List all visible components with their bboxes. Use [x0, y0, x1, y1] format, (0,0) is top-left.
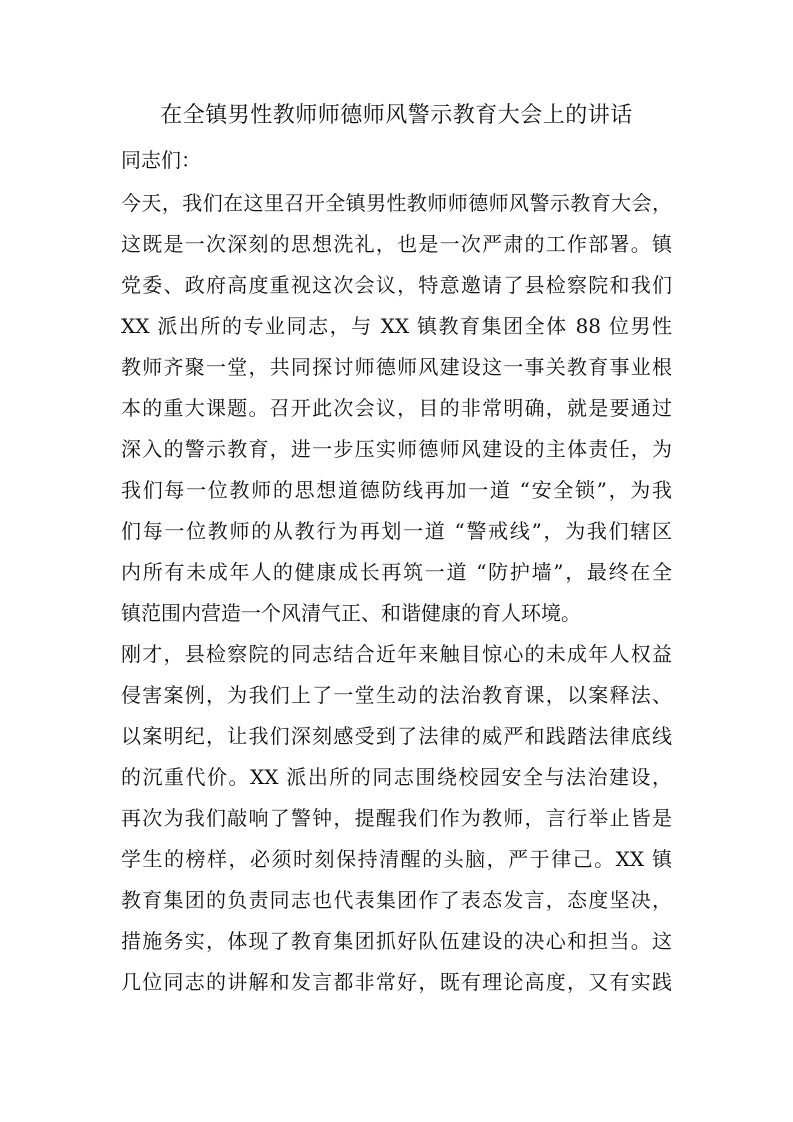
paragraph-line: 再次为我们敲响了警钟，提醒我们作为教师，言行举止皆是	[121, 806, 672, 830]
paragraph-line: 本的重大课题。召开此次会议，目的非常明确，就是要通过	[121, 396, 672, 420]
paragraph-line: 措施务实，体现了教育集团抓好队伍建设的决心和担当。这	[121, 929, 672, 953]
document-title: 在全镇男性教师师德师风警示教育大会上的讲话	[160, 103, 633, 128]
salutation: 同志们：	[121, 148, 201, 172]
paragraph-line: 教育集团的负责同志也代表集团作了表态发言，态度坚决，	[121, 888, 672, 912]
paragraph-line: 这既是一次深刻的思想洗礼，也是一次严肃的工作部署。镇	[121, 232, 672, 256]
paragraph-line: 的沉重代价。XX 派出所的同志围绕校园安全与法治建设，	[121, 765, 672, 789]
paragraph-line: 们每一位教师的从教行为再划一道 “警戒线”，为我们辖区	[121, 519, 672, 543]
paragraph-line: 深入的警示教育，进一步压实师德师风建设的主体责任，为	[121, 437, 672, 461]
paragraph-line: 侵害案例，为我们上了一堂生动的法治教育课，以案释法、	[121, 683, 672, 707]
paragraph-line: 学生的榜样，必须时刻保持清醒的头脑，严于律己。XX 镇	[121, 847, 672, 871]
paragraph-line: 几位同志的讲解和发言都非常好，既有理论高度，又有实践	[121, 970, 672, 994]
paragraph-line: 今天，我们在这里召开全镇男性教师师德师风警示教育大会，	[121, 191, 672, 215]
paragraph-line: 教师齐聚一堂，共同探讨师德师风建设这一事关教育事业根	[121, 355, 672, 379]
paragraph-line: 刚才，县检察院的同志结合近年来触目惊心的未成年人权益	[121, 642, 672, 666]
paragraph-line: 以案明纪，让我们深刻感受到了法律的威严和践踏法律底线	[121, 724, 672, 748]
paragraph-line: 党委、政府高度重视这次会议，特意邀请了县检察院和我们	[121, 273, 672, 297]
paragraph-line: XX 派出所的专业同志，与 XX 镇教育集团全体 88 位男性	[121, 314, 672, 338]
paragraph-line: 镇范围内营造一个风清气正、和谐健康的育人环境。	[121, 601, 581, 625]
paragraph-line: 我们每一位教师的思想道德防线再加一道 “安全锁”，为我	[121, 478, 672, 502]
paragraph-line: 内所有未成年人的健康成长再筑一道 “防护墙”，最终在全	[121, 560, 672, 584]
